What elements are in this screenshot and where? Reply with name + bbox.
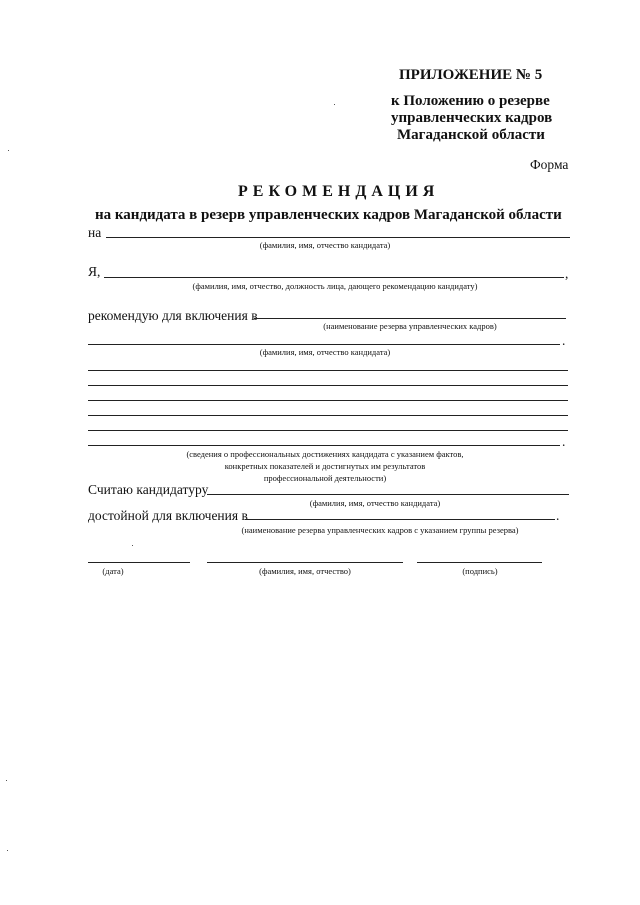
document-subtitle: на кандидата в резерв управленческих кадров Магаданской области [95,207,562,223]
name-caption: (фамилия, имя, отчество) [259,566,351,576]
document-title: РЕКОМЕНДАЦИЯ [238,183,440,200]
scan-speck [6,780,7,781]
scan-speck [7,850,8,851]
signature-caption: (подпись) [462,566,498,576]
worthy-dot: . [556,508,560,523]
achievements-caption-1: (сведения о профессиональных достижениях кандидата с указанием фактов, [186,449,464,459]
worthy-label: достойной для включения в [88,508,248,523]
consider-label: Считаю кандидатуру [88,482,209,497]
consider-caption: (фамилия, имя, отчество кандидата) [309,498,441,508]
na-input-line[interactable] [106,237,570,238]
form-label: Форма [530,157,569,172]
date-input-line[interactable] [88,562,190,563]
signature-input-line[interactable] [417,562,542,563]
ya-label: Я, [88,264,101,279]
appendix-line-3: Магаданской области [397,127,545,143]
achievements-line-6[interactable] [88,445,560,446]
recommend-input-line[interactable] [254,318,566,319]
na-caption: (фамилия, имя, отчество кандидата) [259,240,391,250]
ya-input-line[interactable] [104,277,564,278]
achievements-line-5[interactable] [88,430,568,431]
candidate-input-line[interactable] [88,344,560,345]
achievements-caption-2: конкретных показателей и достигнутых им результатов [224,461,426,471]
achievements-line-2[interactable] [88,385,568,386]
achievements-line-4[interactable] [88,415,568,416]
worthy-caption: (наименование резерва управленческих кадров с указанием группы резерва) [241,525,519,535]
candidate-caption: (фамилия, имя, отчество кандидата) [259,347,391,357]
ya-caption: (фамилия, имя, отчество, должность лица, дающего рекомендацию кандидату) [192,281,478,291]
scan-speck [132,545,133,546]
ya-comma: , [565,266,569,281]
candidate-dot: . [562,333,566,348]
recommend-caption: (наименование резерва управленческих кадров) [323,321,497,331]
achievements-line-1[interactable] [88,370,568,371]
scan-speck [8,150,9,151]
achievements-dot: . [562,434,566,449]
worthy-input-line[interactable] [245,519,555,520]
appendix-number: ПРИЛОЖЕНИЕ № 5 [399,67,543,83]
achievements-line-3[interactable] [88,400,568,401]
scan-speck [334,104,335,105]
recommend-label: рекомендую для включения в [88,308,258,323]
date-caption: (дата) [102,566,124,576]
achievements-caption-3: профессиональной деятельности) [263,473,387,483]
appendix-line-1: к Положению о резерве [391,93,550,109]
name-input-line[interactable] [207,562,403,563]
consider-input-line[interactable] [207,494,569,495]
na-label: на [88,225,102,240]
appendix-line-2: управленческих кадров [391,110,553,126]
